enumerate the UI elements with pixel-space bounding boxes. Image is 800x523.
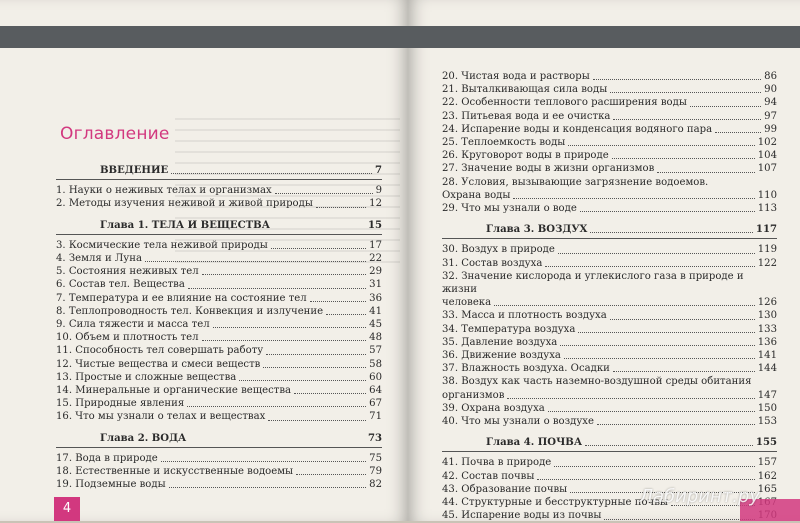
dot-leader: [610, 92, 761, 93]
toc-entry: [56, 278, 382, 291]
toc-entry-title: 26. Круговорот воды в природе: [442, 150, 609, 162]
page-ref: 48: [369, 332, 382, 344]
page-ref: 58: [369, 358, 382, 370]
dot-leader: [568, 145, 754, 146]
toc-chapter: [56, 219, 382, 232]
right-page: [408, 0, 800, 521]
page-ref: 133: [757, 323, 777, 335]
toc-entry: [56, 292, 382, 305]
dot-leader: [657, 172, 754, 173]
toc-entry-title: 44. Структурные и бесструктурные почвы: [442, 497, 668, 509]
toc-entry-title: 40. Что мы узнали о воздухе: [442, 416, 594, 428]
toc-entry: [442, 349, 777, 362]
dot-leader: [590, 232, 753, 233]
toc-entry-title: 20. Чистая вода и растворы: [442, 71, 590, 82]
page-number: 4: [54, 497, 80, 521]
toc-entry: [56, 465, 382, 478]
dot-leader: [593, 79, 761, 80]
page-ref: 7: [374, 165, 382, 176]
page-ref: 113: [757, 203, 777, 215]
toc-entry: [56, 344, 382, 357]
toc-entry-title: 7. Температура и ее влияние на состояние тел: [56, 292, 307, 304]
toc-entry-title: 38. Воздух как часть наземно-воздушной среды обитания: [442, 376, 752, 388]
toc-entry: [442, 162, 777, 175]
page-ref: 36: [369, 292, 382, 304]
spacer: [56, 211, 382, 219]
dot-leader: [202, 274, 366, 275]
top-band: [0, 26, 408, 48]
toc-entry: [442, 309, 777, 322]
page-ref: 126: [757, 297, 777, 309]
toc-entry-title: 32. Значение кислорода и углекислого газа в природе и жизни: [442, 270, 744, 296]
dot-leader: [585, 445, 753, 446]
toc-entry-title: 33. Масса и плотность воздуха: [442, 310, 607, 322]
toc-entry: [56, 410, 382, 423]
toc-entry-title: 10. Объем и плотность тел: [56, 332, 199, 344]
page-ref: 60: [369, 371, 382, 383]
dot-leader: [239, 380, 366, 381]
dot-leader: [560, 345, 754, 346]
toc-entry: [442, 415, 777, 428]
toc-entry: [56, 358, 382, 371]
toc-entry-title: 25. Теплоемкость воды: [442, 137, 566, 149]
dot-leader: [268, 420, 366, 421]
toc-entry: [56, 184, 382, 197]
toc-entry-title: 4. Земля и Луна: [56, 253, 142, 265]
toc-entry-title: 6. Состав тел. Вещества: [56, 279, 185, 291]
dot-leader: [690, 106, 761, 107]
toc-entry: [442, 296, 777, 309]
dot-leader: [613, 119, 761, 120]
dot-leader: [494, 305, 755, 306]
toc-entry-title: 28. Условия, вызывающие загрязнение водоемов.: [442, 176, 709, 188]
page-ref: 141: [757, 350, 777, 362]
page-ref: 110: [757, 189, 777, 201]
page-ref: 15: [367, 219, 382, 231]
toc-entry: [442, 456, 777, 469]
dot-leader: [294, 393, 366, 394]
toc-entry-title: 22. Особенности теплового расширения воды: [442, 97, 687, 109]
toc-chapter: [56, 164, 382, 177]
dot-leader: [513, 198, 754, 199]
dot-leader: [507, 398, 754, 399]
toc-entry: [56, 384, 382, 397]
toc-entry: [56, 239, 382, 252]
dot-leader: [275, 193, 373, 194]
toc-entry-title: 43. Образование почвы: [442, 483, 568, 495]
dot-leader: [213, 327, 367, 328]
dot-leader: [604, 519, 754, 520]
toc-entry: [442, 243, 777, 256]
chapter-title: ВВЕДЕНИЕ: [100, 165, 169, 176]
page-ref: 144: [757, 363, 777, 375]
spacer: [442, 215, 777, 223]
dot-leader: [266, 354, 366, 355]
toc-entry: [442, 110, 777, 123]
toc-entry-title: 42. Состав почвы: [442, 470, 535, 482]
chapter-title: Глава 3. ВОЗДУХ: [486, 224, 588, 236]
toc-entry: [56, 397, 382, 410]
toc-entry-title: 37. Влажность воздуха. Осадки: [442, 363, 610, 375]
toc-entry-title: 11. Способность тел совершать работу: [56, 345, 264, 357]
dot-leader: [612, 158, 755, 159]
toc-entry-title: 14. Минеральные и органические вещества: [56, 385, 292, 397]
toc-entry-title: 1. Науки о неживых телах и организмах: [56, 185, 272, 197]
page-ref: 102: [757, 137, 777, 149]
toc-entry-title: 35. Давление воздуха: [442, 336, 558, 348]
chapter-title: Глава 2. ВОДА: [100, 432, 187, 444]
toc-entry: [442, 189, 777, 202]
dot-leader: [326, 314, 366, 315]
page-ref: 79: [369, 466, 382, 478]
toc-entry-title: 36. Движение воздуха: [442, 350, 561, 362]
toc-entry-title: 16. Что мы узнали о телах и веществах: [56, 411, 266, 423]
separator-line: [442, 451, 777, 452]
dot-leader: [537, 479, 754, 480]
toc-entry-title: 12. Чистые вещества и смеси веществ: [56, 358, 261, 370]
dot-leader: [597, 424, 755, 425]
toc-entry-title: 13. Простые и сложные вещества: [56, 371, 237, 383]
toc-entry: [442, 389, 777, 402]
toc-entry: [56, 478, 382, 491]
page-ref: 117: [755, 224, 777, 236]
toc-entry-title: 18. Естественные и искусственные водоемы: [56, 466, 294, 478]
toc-entry-title: 30. Воздух в природе: [442, 244, 555, 256]
page-ref: 155: [755, 437, 777, 449]
toc-entry: [442, 83, 777, 96]
page-ref: 73: [367, 432, 382, 444]
toc-entry: [56, 331, 382, 344]
toc-entry-title: 24. Испарение воды и конденсация водяного пара: [442, 123, 713, 135]
watermark-logo: Лабиринт.ру: [639, 486, 760, 507]
chapter-title: Глава 4. ПОЧВА: [486, 437, 583, 449]
toc-entry-title: 15. Природные явления: [56, 398, 185, 410]
page-ref: 67: [369, 398, 382, 410]
dot-leader: [171, 173, 372, 174]
dot-leader: [316, 207, 366, 208]
toc-chapter: [442, 223, 777, 236]
page-ref: 150: [757, 402, 777, 414]
separator-line: [442, 238, 777, 239]
dot-leader: [187, 406, 366, 407]
page-ref: 97: [764, 110, 777, 122]
page-ref: 165: [757, 483, 777, 495]
page-ref: 17: [369, 239, 382, 251]
toc-entry-title: организмов: [442, 389, 505, 401]
toc-entry: [442, 270, 777, 296]
page-ref: 90: [764, 84, 777, 96]
page-ref: 94: [764, 97, 777, 109]
separator-line: [56, 179, 382, 180]
page-ref: 75: [369, 452, 382, 464]
dot-leader: [715, 132, 761, 133]
toc-entry: [442, 96, 777, 109]
toc-entry: [56, 371, 382, 384]
toc-entry: [442, 362, 777, 375]
dot-leader: [310, 301, 366, 302]
dot-leader: [613, 371, 755, 372]
toc-entry-title: Охрана воды: [442, 189, 511, 201]
toc-entry-title: 27. Значение воды в жизни организмов: [442, 163, 655, 175]
page-ref: 9: [375, 185, 382, 197]
toc-entry-title: 5. Состояния неживых тел: [56, 266, 199, 278]
toc-entry: [56, 305, 382, 318]
page-ref: 71: [369, 411, 382, 423]
page-ref: 41: [369, 305, 382, 317]
toc-entry: [442, 402, 777, 415]
toc-list-right: [442, 70, 777, 523]
toc-entry-title: 21. Выталкивающая сила воды: [442, 84, 608, 96]
page-ref: 45: [369, 319, 382, 331]
toc-entry-title: 29. Что мы узнали о воде: [442, 203, 577, 215]
toc-entry-title: 2. Методы изучения неживой и живой природы: [56, 198, 313, 210]
dot-leader: [545, 266, 754, 267]
page-ref: 147: [757, 389, 777, 401]
toc-entry: [442, 202, 777, 215]
dot-leader: [548, 411, 755, 412]
dot-leader: [263, 367, 366, 368]
toc-chapter: [56, 432, 382, 445]
page-ref: 57: [369, 345, 382, 357]
dot-leader: [202, 340, 367, 341]
toc-entry: [56, 252, 382, 265]
page-ref: 122: [757, 257, 777, 269]
toc-entry: [442, 123, 777, 136]
spacer: [442, 428, 777, 436]
top-band: [408, 26, 800, 48]
page-ref: 136: [757, 336, 777, 348]
toc-entry-title: 17. Вода в природе: [56, 452, 158, 464]
dot-leader: [271, 248, 366, 249]
page-ref: 99: [764, 123, 777, 135]
toc-entry-title: 23. Питьевая вода и ее очистка: [442, 110, 611, 122]
toc-heading: Оглавление: [60, 124, 170, 144]
dot-leader: [161, 461, 366, 462]
toc-entry-title: 9. Сила тяжести и масса тел: [56, 319, 210, 331]
dot-leader: [296, 474, 366, 475]
dot-leader: [610, 319, 755, 320]
page-ref: 153: [757, 416, 777, 428]
toc-entry-title: 39. Охрана воздуха: [442, 402, 545, 414]
dot-leader: [578, 332, 754, 333]
page-ref: 162: [757, 470, 777, 482]
toc-entry-title: человека: [442, 297, 492, 309]
dot-leader: [169, 487, 367, 488]
toc-chapter: [442, 436, 777, 449]
toc-entry: [442, 257, 777, 270]
page-ref: 31: [369, 279, 382, 291]
toc-entry-title: 31. Состав воздуха: [442, 257, 543, 269]
toc-list-left: [56, 164, 382, 491]
toc-entry: [442, 336, 777, 349]
toc-entry-title: 8. Теплопроводность тел. Конвекция и излучение: [56, 305, 324, 317]
toc-entry: [442, 149, 777, 162]
dot-leader: [188, 288, 366, 289]
dot-leader: [558, 253, 755, 254]
toc-entry: [56, 197, 382, 210]
toc-entry: [442, 136, 777, 149]
toc-entry: [442, 375, 777, 388]
separator-line: [56, 447, 382, 448]
page-ref: 104: [757, 150, 777, 162]
dot-leader: [145, 261, 366, 262]
page-ref: 130: [757, 310, 777, 322]
toc-entry: [442, 176, 777, 189]
dot-leader: [554, 466, 754, 467]
separator-line: [56, 234, 382, 235]
page-ref: 12: [369, 198, 382, 210]
toc-entry-title: 34. Температура воздуха: [442, 323, 576, 335]
toc-entry: [56, 318, 382, 331]
page-ref: 86: [764, 71, 777, 82]
toc-entry: [56, 265, 382, 278]
dot-leader: [564, 358, 755, 359]
dot-leader: [580, 211, 755, 212]
page-ref: 64: [369, 385, 382, 397]
page-ref: 82: [369, 479, 382, 491]
spacer: [56, 424, 382, 432]
toc-entry-title: 3. Космические тела неживой природы: [56, 239, 268, 251]
toc-entry-title: 45. Испарение воды из почвы: [442, 510, 602, 522]
toc-entry-title: 41. Почва в природе: [442, 457, 552, 469]
toc-entry: [442, 323, 777, 336]
toc-entry: [56, 452, 382, 465]
page-ref: 107: [757, 163, 777, 175]
chapter-title: Глава 1. ТЕЛА И ВЕЩЕСТВА: [100, 219, 270, 231]
toc-entry-title: 19. Подземные воды: [56, 479, 166, 491]
toc-entry: [442, 470, 777, 483]
page-ref: 157: [757, 457, 777, 469]
page-ref: 22: [369, 253, 382, 265]
toc-entry: [442, 70, 777, 83]
page-ref: 29: [369, 266, 382, 278]
page-ref: 119: [757, 244, 777, 256]
